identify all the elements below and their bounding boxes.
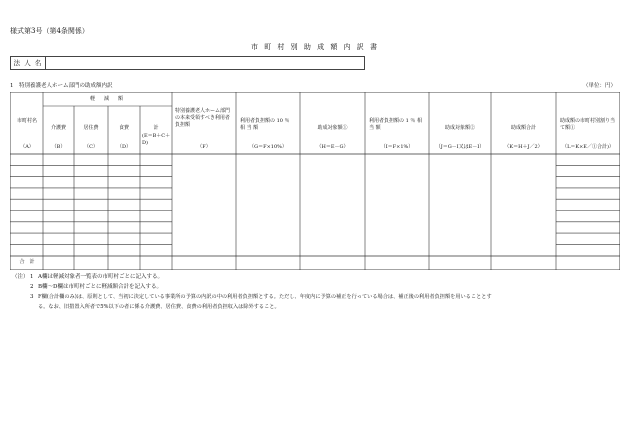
- note-1-number: 1: [30, 274, 34, 280]
- note-2: B欄～D欄は市町村ごとに軽減額合計を記入する。: [38, 284, 162, 290]
- note-2-number: 2: [30, 284, 34, 290]
- subsidy-breakdown-table: [10, 92, 620, 270]
- code-i: （I＝F×1%）: [380, 144, 414, 150]
- header-g: 利用者負担額の 10 ％ 相 当 額: [240, 118, 290, 131]
- note-3-line-1: F欄(合計欄のみ)は、原則として、当初に決定している事業所の予算の内訳の中の利用者負担額とする。ただし、年度内に予算の補正を行っている場合は、補正後の利用者負担額を用いることとす: [38, 294, 492, 300]
- code-g: （G＝F×10%）: [249, 144, 287, 150]
- note-3-line-2: る。なお、旧措置入所者で5%以下の者に係る介護費、居住費、食費の利用者負担収入は除外すること。: [38, 304, 280, 310]
- header-food: 食費: [118, 125, 129, 131]
- code-b: （B）: [51, 144, 66, 150]
- code-h: （H＝E－G）: [316, 144, 349, 150]
- document-title: 市 町 村 別 助 成 額 内 訳 書: [250, 43, 380, 51]
- total-row-label: 合 計: [19, 259, 35, 265]
- header-residence: 居住費: [83, 125, 99, 131]
- header-l: 助成額の市町村別割り当て額①: [560, 118, 616, 131]
- code-c: （C）: [84, 144, 98, 150]
- unit-note: （単位：円）: [583, 83, 617, 89]
- corporation-label: 法 人 名: [11, 57, 46, 69]
- header-municipality: 市町村名: [16, 118, 37, 124]
- header-j: 助成対象額②: [444, 125, 475, 131]
- form-number: 様式第3号（第4条関係）: [10, 27, 89, 35]
- section-title: 1 特別養護老人ホーム部門の助成額内訳: [10, 83, 113, 89]
- header-total-formula: (E＝B＋C＋D): [142, 133, 171, 146]
- header-f: 特別養護老人ホーム部門の本来受領すべき利用者負担額: [175, 108, 231, 128]
- header-care: 介護費: [50, 125, 66, 131]
- notes-label: （注）: [12, 274, 29, 280]
- header-total: 計: [153, 125, 159, 131]
- code-d: （D）: [116, 144, 131, 150]
- header-k: 助成額合計: [510, 125, 536, 131]
- note-3-number: 3: [30, 294, 34, 300]
- code-f: （F）: [197, 144, 211, 150]
- header-reduction-group: 軽 減 額: [89, 96, 125, 102]
- corporation-name-field[interactable]: [46, 57, 364, 69]
- code-a: （A）: [20, 144, 34, 150]
- corporation-name-box: [10, 56, 365, 70]
- code-j: （J＝G－I又はE－I）: [435, 144, 485, 150]
- note-1: A欄は軽減対象者一覧表の市町村ごとに記入する。: [38, 274, 163, 280]
- code-l: （L＝K×E／①合計)）: [562, 144, 614, 150]
- header-h: 助成対象額①: [317, 125, 348, 131]
- table-grid-lines: [10, 92, 620, 270]
- code-k: （K＝H＋J／2）: [504, 144, 543, 150]
- header-i: 利用者負担額の 1 ％ 相 当 額: [369, 118, 422, 131]
